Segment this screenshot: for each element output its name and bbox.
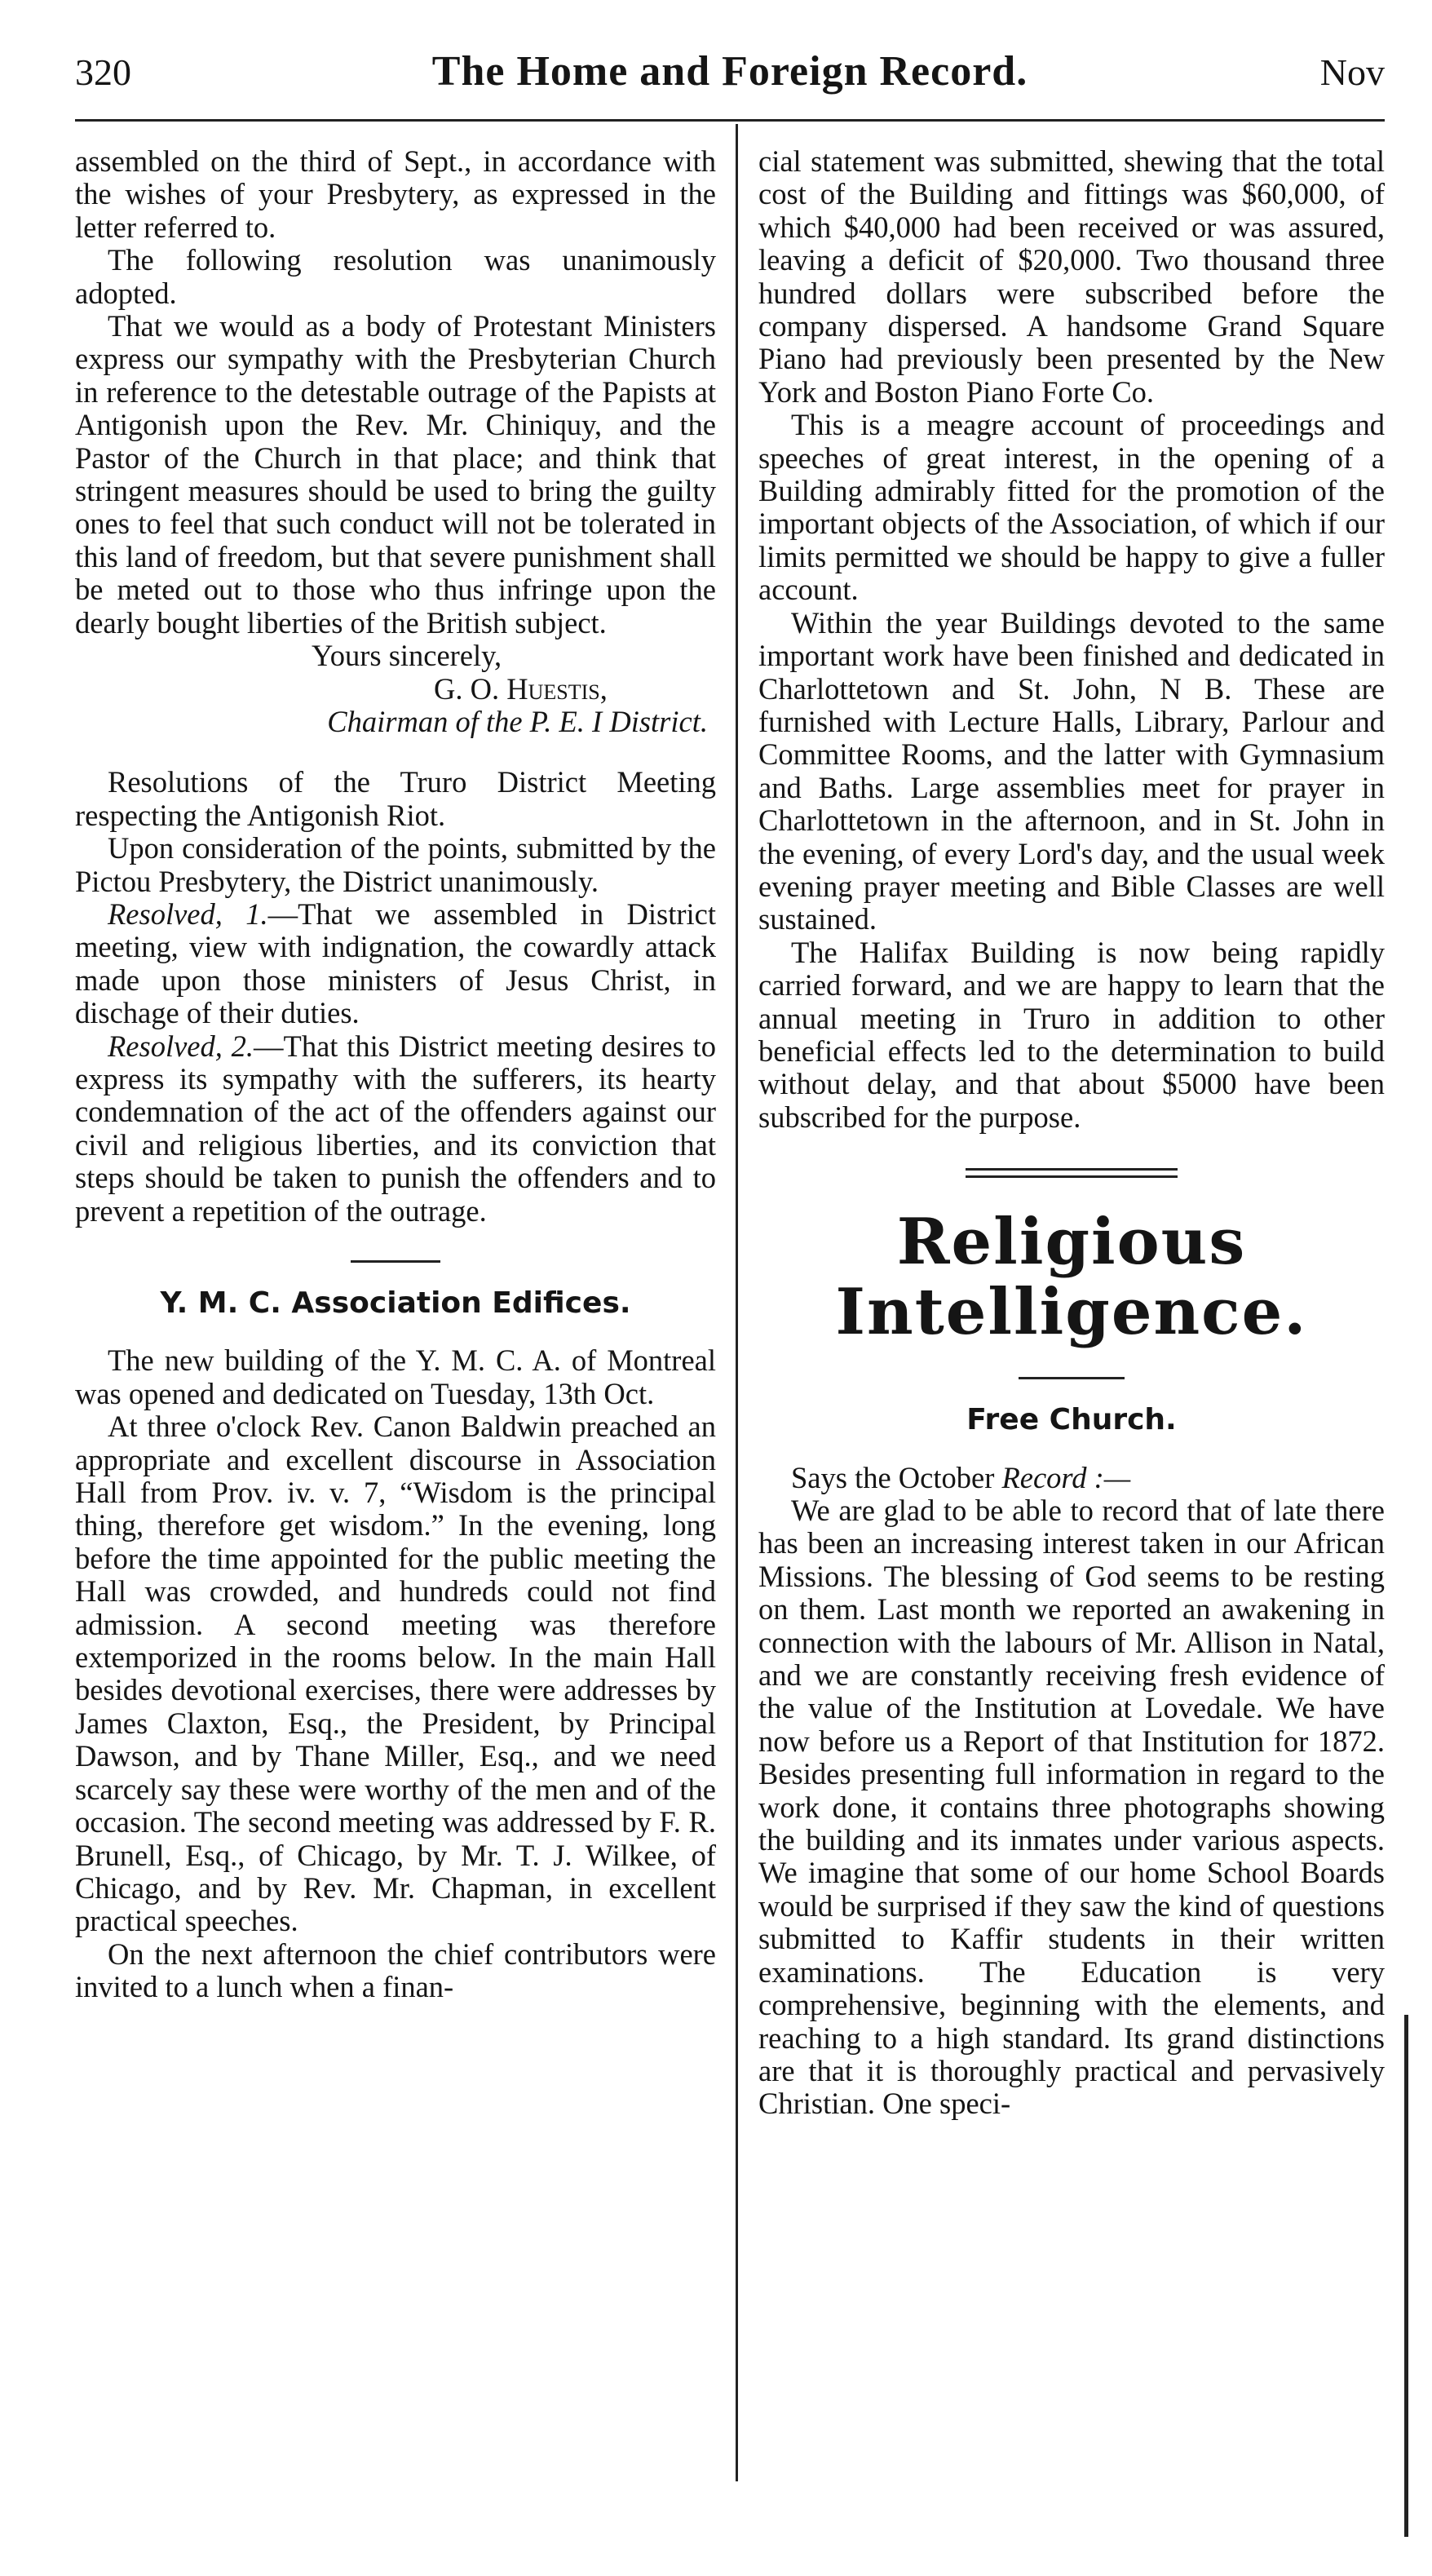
signature-closing: Yours sincerely,: [312, 639, 502, 673]
paragraph: The following resolution was unanimously adopted.: [75, 243, 716, 310]
resolution-text: That we would as a body of Protestant Ministers express our sympathy with the Presbyterian Church in reference to the detestable outrage of the Papists at Antigonish upon the Rev. Mr. Chiniquy, and the Pastor of the Church in that place; and think that stringent measures should be used to bring the guilty ones to feel that such conduct will not be tolerated in this land of freedom, but that severe punishment shall be meted out to those who thus infringe upon the dearly bought liberties of the British subject.: [75, 309, 716, 640]
resolution-label: Resolved, 2.: [108, 1029, 254, 1063]
subsection-heading: Free Church.: [966, 1403, 1177, 1437]
margin-mark: [1404, 2015, 1408, 2537]
resolution-body: —That this District meeting desires to express its sympathy with the sufferers, its hearty condemnation of the act of the offenders against our civil and religious liberties, and its conviction that steps should be taken to punish the offenders and to prevent a repetition of the outrage.: [75, 1029, 716, 1228]
section-rule: [1019, 1377, 1125, 1379]
section-heading: Y. M. C. Association Edifices.: [160, 1286, 631, 1320]
spacer: [75, 738, 716, 766]
source-name: Record :—: [1001, 1460, 1131, 1494]
paragraph: At three o'clock Rev. Canon Baldwin preached an appropriate and excellent discourse in Association Hall from Prov. iv. v. 7, “Wisdom is the principal thing, therefore get wisdom.” In the evening, long before the time appointed for the public meeting the Hall was crowded, and hundreds could not find admission. A second meeting was therefore extemporized in the rooms below. In the main Hall besides devotional exercises, there were addresses by James Claxton, Esq., the President, by Principal Dawson, and by Thane Miller, Esq., and we need scarcely say these were worthy of the men and of the occasion. The second meeting was addressed by F. R. Brunell, Esq., of Chicago, by Mr. T. J. Wilkee, of Chicago, and by Rev. Mr. Chapman, in excellent practical speeches.: [75, 1410, 716, 1938]
department-heading: Religious Intelligence.: [835, 1205, 1308, 1350]
page-number: 320: [75, 51, 131, 93]
signature-title: Chairman of the P. E. I District.: [327, 704, 708, 738]
double-rule: [966, 1168, 1178, 1178]
page-header: [75, 47, 1385, 104]
paragraph: Upon consideration of the points, submitted by the Pictou Presbytery, the District unanimously.: [75, 831, 716, 898]
paragraph: We are glad to be able to record that of late there has been an increasing interest taken in our African Missions. The blessing of God seems to be resting on them. Last month we reported an awakening in connection with the labours of Mr. Allison in Natal, and we are constantly receiving fresh evidence of the value of the Institution at Lovedale. We have now before us a Report of that Institution for 1872. Besides presenting full information in regard to the work done, it contains three photographs showing the building and its inmates under various aspects. We imagine that some of our home School Boards would be surprised if they saw the kind of questions submitted to Kaffir students in their written examinations. The Education is very comprehensive, beginning with the elements, and reaching to a high standard. Its grand distinctions are that it is thoroughly practical and pervasively Christian. One speci-: [758, 1494, 1385, 2121]
paragraph: On the next afternoon the chief contributors were invited to a lunch when a finan-: [75, 1936, 716, 2004]
paragraph: cial statement was submitted, shewing that the total cost of the Building and fittings was $60,000, of which $40,000 had been received or was assured, leaving a deficit of $20,000. Two thousand three hundred dollars were subscribed before the company dispersed. A handsome Grand Square Piano had previously been presented by the New York and Boston Piano Forte Co.: [758, 144, 1385, 409]
paragraph: The new building of the Y. M. C. A. of Montreal was opened and dedicated on Tuesday, 13th Oct.: [75, 1343, 716, 1410]
header-month: Nov: [1319, 51, 1385, 93]
paragraph: Within the year Buildings devoted to the same important work have been finished and dedicated in Charlottetown and St. John, N B. These are furnished with Lecture Halls, Library, Parlour and Committee Rooms, and the latter with Gymnasium and Baths. Large assemblies meet for prayer in Charlottetown in the afternoon, and in St. John in the evening, of every Lord's day, and the usual week evening prayer meeting and Bible Classes are well sustained.: [758, 605, 1385, 936]
intro-line: Says the October Record :—: [791, 1460, 1131, 1494]
paragraph: assembled on the third of Sept., in accordance with the wishes of your Presbytery, as expressed in the letter referred to.: [75, 144, 716, 244]
paragraph-heading: Resolutions of the Truro District Meeting respecting the Antigonish Riot.: [75, 765, 716, 832]
left-column: [75, 145, 716, 2004]
resolution-2: [75, 1030, 716, 1228]
section-rule: [351, 1260, 440, 1263]
signature-name: G. O. Huestis,: [434, 671, 608, 706]
paragraph: The Halifax Building is now being rapidly carried forward, and we are happy to learn that the annual meeting in Truro in addition to other beneficial effects led to the determination to build without delay, and that about $5000 have been subscribed for the purpose.: [758, 935, 1385, 1134]
running-title: The Home and Foreign Record.: [431, 48, 1028, 95]
resolution-body: —That we assembled in District meeting, view with indignation, the cowardly attack made upon those ministers of Jesus Christ, in dischage of their duties.: [75, 896, 716, 1030]
header-rule: [75, 119, 1385, 122]
column-divider: [736, 124, 738, 2481]
right-column: [758, 145, 1385, 2121]
resolution-label: Resolved, 1.: [108, 896, 268, 931]
resolution-1: [75, 898, 716, 1030]
paragraph: This is a meagre account of proceedings and speeches of great interest, in the opening of a Building admirably fitted for the promotion of the important objects of the Association, of which if our limits permitted we should be happy to give a fuller account.: [758, 408, 1385, 607]
